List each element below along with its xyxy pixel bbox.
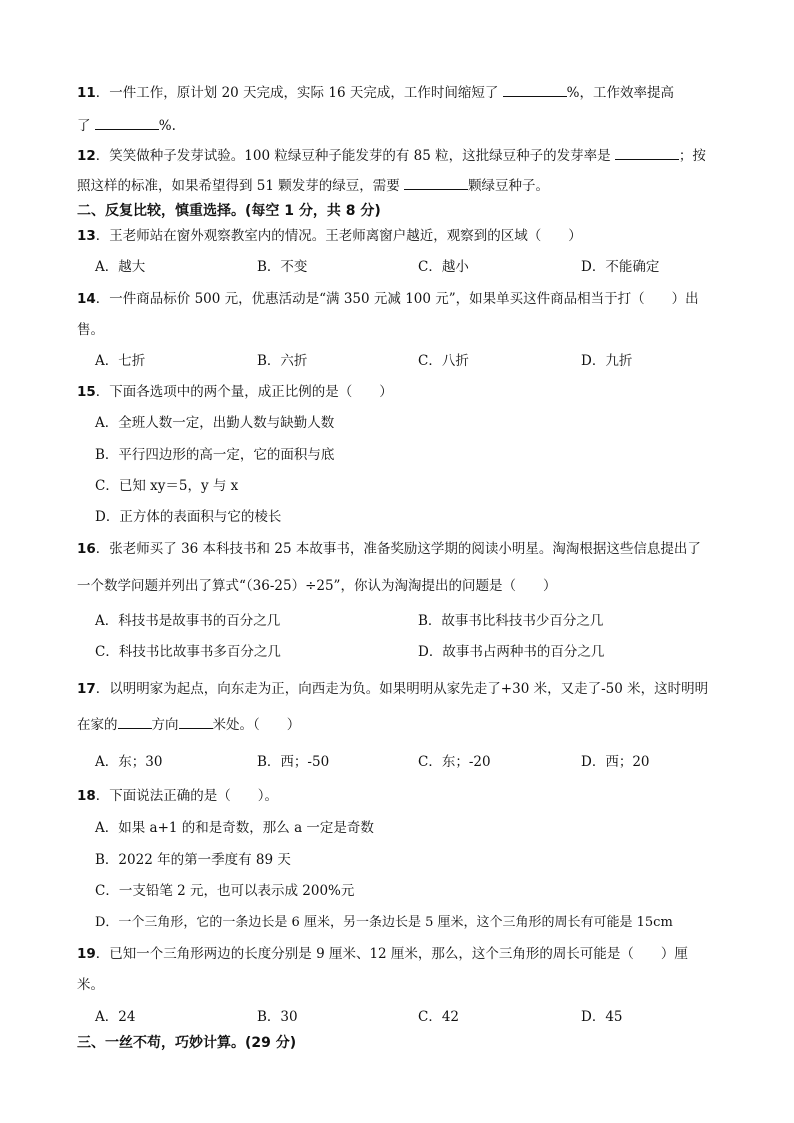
question-text: ．下面说法正确的是（ ）。 (95, 788, 279, 804)
section-heading: 三、一丝不苟，巧妙计算。(29 分) (77, 1035, 297, 1051)
question-number: 11 (77, 85, 96, 101)
option-c[interactable]: C．越小 (418, 259, 469, 275)
question-text: %. (158, 118, 176, 134)
option-c[interactable]: C．一支铅笔 2 元，也可以表示成 200%元 (95, 883, 355, 899)
option-d[interactable]: D．不能确定 (581, 259, 660, 275)
question-text: 在家的 (77, 717, 118, 733)
question-14 (77, 289, 744, 309)
section-heading: 二、反复比较，慎重选择。(每空 1 分，共 8 分) (77, 203, 381, 219)
question-text: ．一件工作，原计划 20 天完成，实际 16 天完成，工作时间缩短了 (95, 85, 499, 101)
option-d[interactable]: D．九折 (581, 353, 633, 369)
option-a[interactable]: A．东；30 (95, 754, 163, 770)
option-d[interactable]: D．西；20 (581, 754, 650, 770)
question-text: 颗绿豆种子。 (468, 178, 550, 194)
question-text: ．王老师站在窗外观察教室内的情况。王老师离窗户越近，观察到的区域（ ） (95, 228, 582, 244)
question-11 (77, 82, 744, 103)
answer-blank[interactable] (615, 145, 679, 160)
option-b[interactable]: B．30 (257, 1009, 298, 1025)
question-number: 17 (77, 681, 96, 697)
question-text: 米处。（ ） (212, 717, 301, 733)
question-12-line2 (77, 175, 744, 196)
question-number: 13 (77, 228, 96, 244)
option-a[interactable]: A．如果 a+1 的和是奇数，那么 a 一定是奇数 (95, 820, 374, 836)
question-number: 14 (77, 291, 96, 307)
question-number: 15 (77, 384, 96, 400)
question-number: 12 (77, 148, 96, 164)
question-17-line2 (77, 714, 744, 735)
option-a[interactable]: A．24 (95, 1009, 136, 1025)
question-text: ．张老师买了 36 本科技书和 25 本故事书，准备奖励这学期的阅读小明星。淘淘根据这些信息提出了 (95, 541, 701, 557)
answer-blank[interactable] (404, 175, 468, 190)
question-16-line2: 一个数学问题并列出了算式“（36-25）÷25”，你认为淘淘提出的问题是（ ） (77, 578, 557, 594)
option-d[interactable]: D．一个三角形，它的一条边长是 6 厘米，另一条边长是 5 厘米，这个三角形的周长有可能是 15cm (95, 915, 673, 930)
question-number: 19 (77, 946, 96, 962)
question-text: %，工作效率提高 (566, 85, 674, 101)
question-text: ．以明明家为起点，向东走为正，向西走为负。如果明明从家先走了+30 米，又走了-50 米，这时明明 (95, 681, 709, 697)
option-d[interactable]: D．45 (581, 1009, 623, 1025)
option-b[interactable]: B．六折 (257, 353, 308, 369)
question-text: 方向 (151, 717, 179, 733)
answer-blank[interactable] (118, 714, 152, 729)
option-b[interactable]: B．2022 年的第一季度有 89 天 (95, 852, 291, 868)
option-b[interactable]: B．故事书比科技书少百分之几 (418, 613, 604, 629)
question-12 (77, 145, 744, 166)
question-text: ．一件商品标价 500 元，优惠活动是“满 350 元减 100 元”，如果单买这件商品相当于打（ ）出 (95, 291, 699, 307)
option-c[interactable]: C．科技书比故事书多百分之几 (95, 644, 281, 660)
option-b[interactable]: B．平行四边形的高一定，它的面积与底 (95, 447, 335, 463)
option-c[interactable]: C．东；-20 (418, 754, 491, 770)
question-19-line2: 米。 (77, 977, 104, 993)
question-14-line2: 售。 (77, 322, 104, 338)
option-a[interactable]: A．科技书是故事书的百分之几 (95, 613, 281, 629)
option-d[interactable]: D．正方体的表面积与它的棱长 (95, 509, 282, 525)
option-b[interactable]: B．不变 (257, 259, 308, 275)
question-text: ．已知一个三角形两边的长度分别是 9 厘米、12 厘米，那么，这个三角形的周长可能是（ ）厘 (95, 946, 688, 962)
option-a[interactable]: A．越大 (95, 259, 146, 275)
question-17 (77, 679, 744, 699)
question-text: ．下面各选项中的两个量，成正比例的是（ ） (95, 384, 393, 400)
question-11-line2 (77, 115, 744, 136)
option-d[interactable]: D．故事书占两种书的百分之几 (418, 644, 605, 660)
answer-blank[interactable] (503, 82, 567, 97)
question-18 (77, 786, 744, 806)
question-text: 照这样的标准，如果希望得到 51 颗发芽的绿豆，需要 (77, 178, 400, 194)
question-text: 了 (77, 118, 91, 134)
question-19 (77, 944, 744, 964)
question-15 (77, 382, 744, 402)
answer-blank[interactable] (95, 115, 159, 130)
question-text: ；按 (678, 148, 706, 164)
option-c[interactable]: C．42 (418, 1009, 460, 1025)
question-number: 16 (77, 541, 96, 557)
option-a[interactable]: A．全班人数一定，出勤人数与缺勤人数 (95, 415, 335, 431)
answer-blank[interactable] (179, 714, 213, 729)
option-a[interactable]: A．七折 (95, 353, 146, 369)
question-text: ．笑笑做种子发芽试验。100 粒绿豆种子能发芽的有 85 粒，这批绿豆种子的发芽率是 (95, 148, 611, 164)
question-number: 18 (77, 788, 96, 804)
option-b[interactable]: B．西；-50 (257, 754, 330, 770)
option-c[interactable]: C．已知 xy＝5，y 与 x (95, 478, 239, 494)
option-c[interactable]: C．八折 (418, 353, 469, 369)
question-13 (77, 226, 744, 246)
question-16 (77, 539, 744, 559)
